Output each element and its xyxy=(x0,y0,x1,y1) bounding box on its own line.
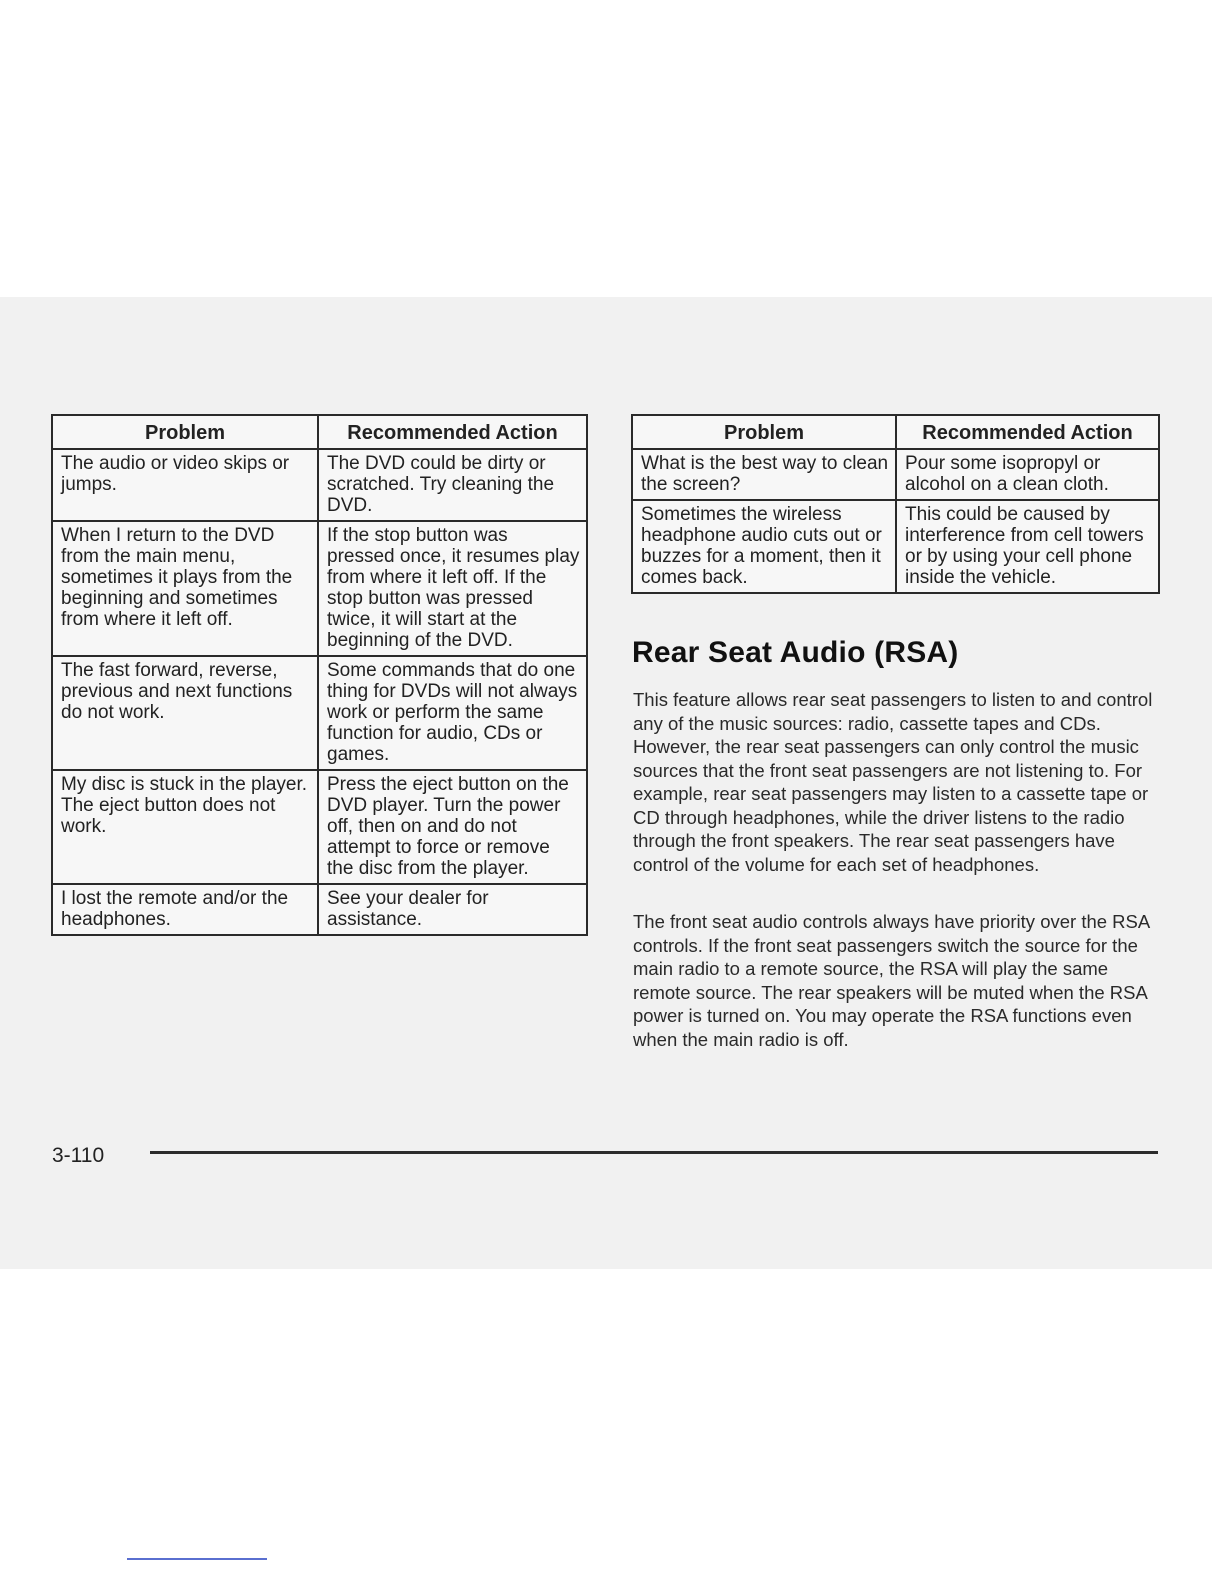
action-cell: Some commands that do one thing for DVDs will not always work or perform the same function for audio, CDs or games. xyxy=(318,656,587,770)
action-cell: If the stop button was pressed once, it resumes play from where it left off. If the stop button was pressed twice, it will start at the beginning of the DVD. xyxy=(318,521,587,656)
table-row xyxy=(52,770,587,884)
dvd-troubleshooting-table xyxy=(51,414,588,936)
problem-header: Problem xyxy=(52,415,318,449)
table-row xyxy=(632,449,1159,500)
table-row xyxy=(52,449,587,521)
action-header: Recommended Action xyxy=(896,415,1159,449)
section-title: Rear Seat Audio (RSA) xyxy=(632,636,959,669)
problem-cell: When I return to the DVD from the main menu, sometimes it plays from the beginning and sometimes from where it left off. xyxy=(52,521,318,656)
action-header: Recommended Action xyxy=(318,415,587,449)
table-header-row xyxy=(632,415,1159,449)
table-header-row xyxy=(52,415,587,449)
action-cell: Pour some isopropyl or alcohol on a clean cloth. xyxy=(896,449,1159,500)
problem-cell: The fast forward, reverse, previous and next functions do not work. xyxy=(52,656,318,770)
screen-headphone-troubleshooting-table xyxy=(631,414,1160,594)
table-row xyxy=(52,656,587,770)
body-paragraph: This feature allows rear seat passengers to listen to and control any of the music sources: radio, cassette tapes and CDs. However, the rear seat passengers can only control the music sources that the front seat passengers are not listening to. For example, rear seat passengers may listen to a cassette tape or CD through headphones, while the driver listens to the radio through the front speakers. The rear seat passengers have control of the volume for each set of headphones. xyxy=(633,689,1153,875)
problem-cell: I lost the remote and/or the headphones. xyxy=(52,884,318,935)
problem-cell: Sometimes the wireless headphone audio cuts out or buzzes for a moment, then it comes back. xyxy=(632,500,896,593)
problem-cell: The audio or video skips or jumps. xyxy=(52,449,318,521)
problem-header: Problem xyxy=(632,415,896,449)
table-row xyxy=(52,884,587,935)
table-row xyxy=(52,521,587,656)
body-paragraph: The front seat audio controls always have priority over the RSA controls. If the front seat passengers switch the source for the main radio to a remote source, the RSA will play the same remote source. The rear speakers will be muted when the RSA power is turned on. You may operate the RSA functions even when the main radio is off. xyxy=(633,911,1150,1050)
action-cell: The DVD could be dirty or scratched. Try cleaning the DVD. xyxy=(318,449,587,521)
footer-divider xyxy=(150,1151,1158,1154)
action-cell: Press the eject button on the DVD player. Turn the power off, then on and do not attempt to force or remove the disc from the player. xyxy=(318,770,587,884)
action-cell: This could be caused by interference from cell towers or by using your cell phone inside the vehicle. xyxy=(896,500,1159,593)
page-number: 3-110 xyxy=(52,1144,105,1167)
problem-cell: My disc is stuck in the player. The eject button does not work. xyxy=(52,770,318,884)
problem-cell: What is the best way to clean the screen? xyxy=(632,449,896,500)
bottom-link-underline xyxy=(127,1558,267,1560)
action-cell: See your dealer for assistance. xyxy=(318,884,587,935)
table-row xyxy=(632,500,1159,593)
